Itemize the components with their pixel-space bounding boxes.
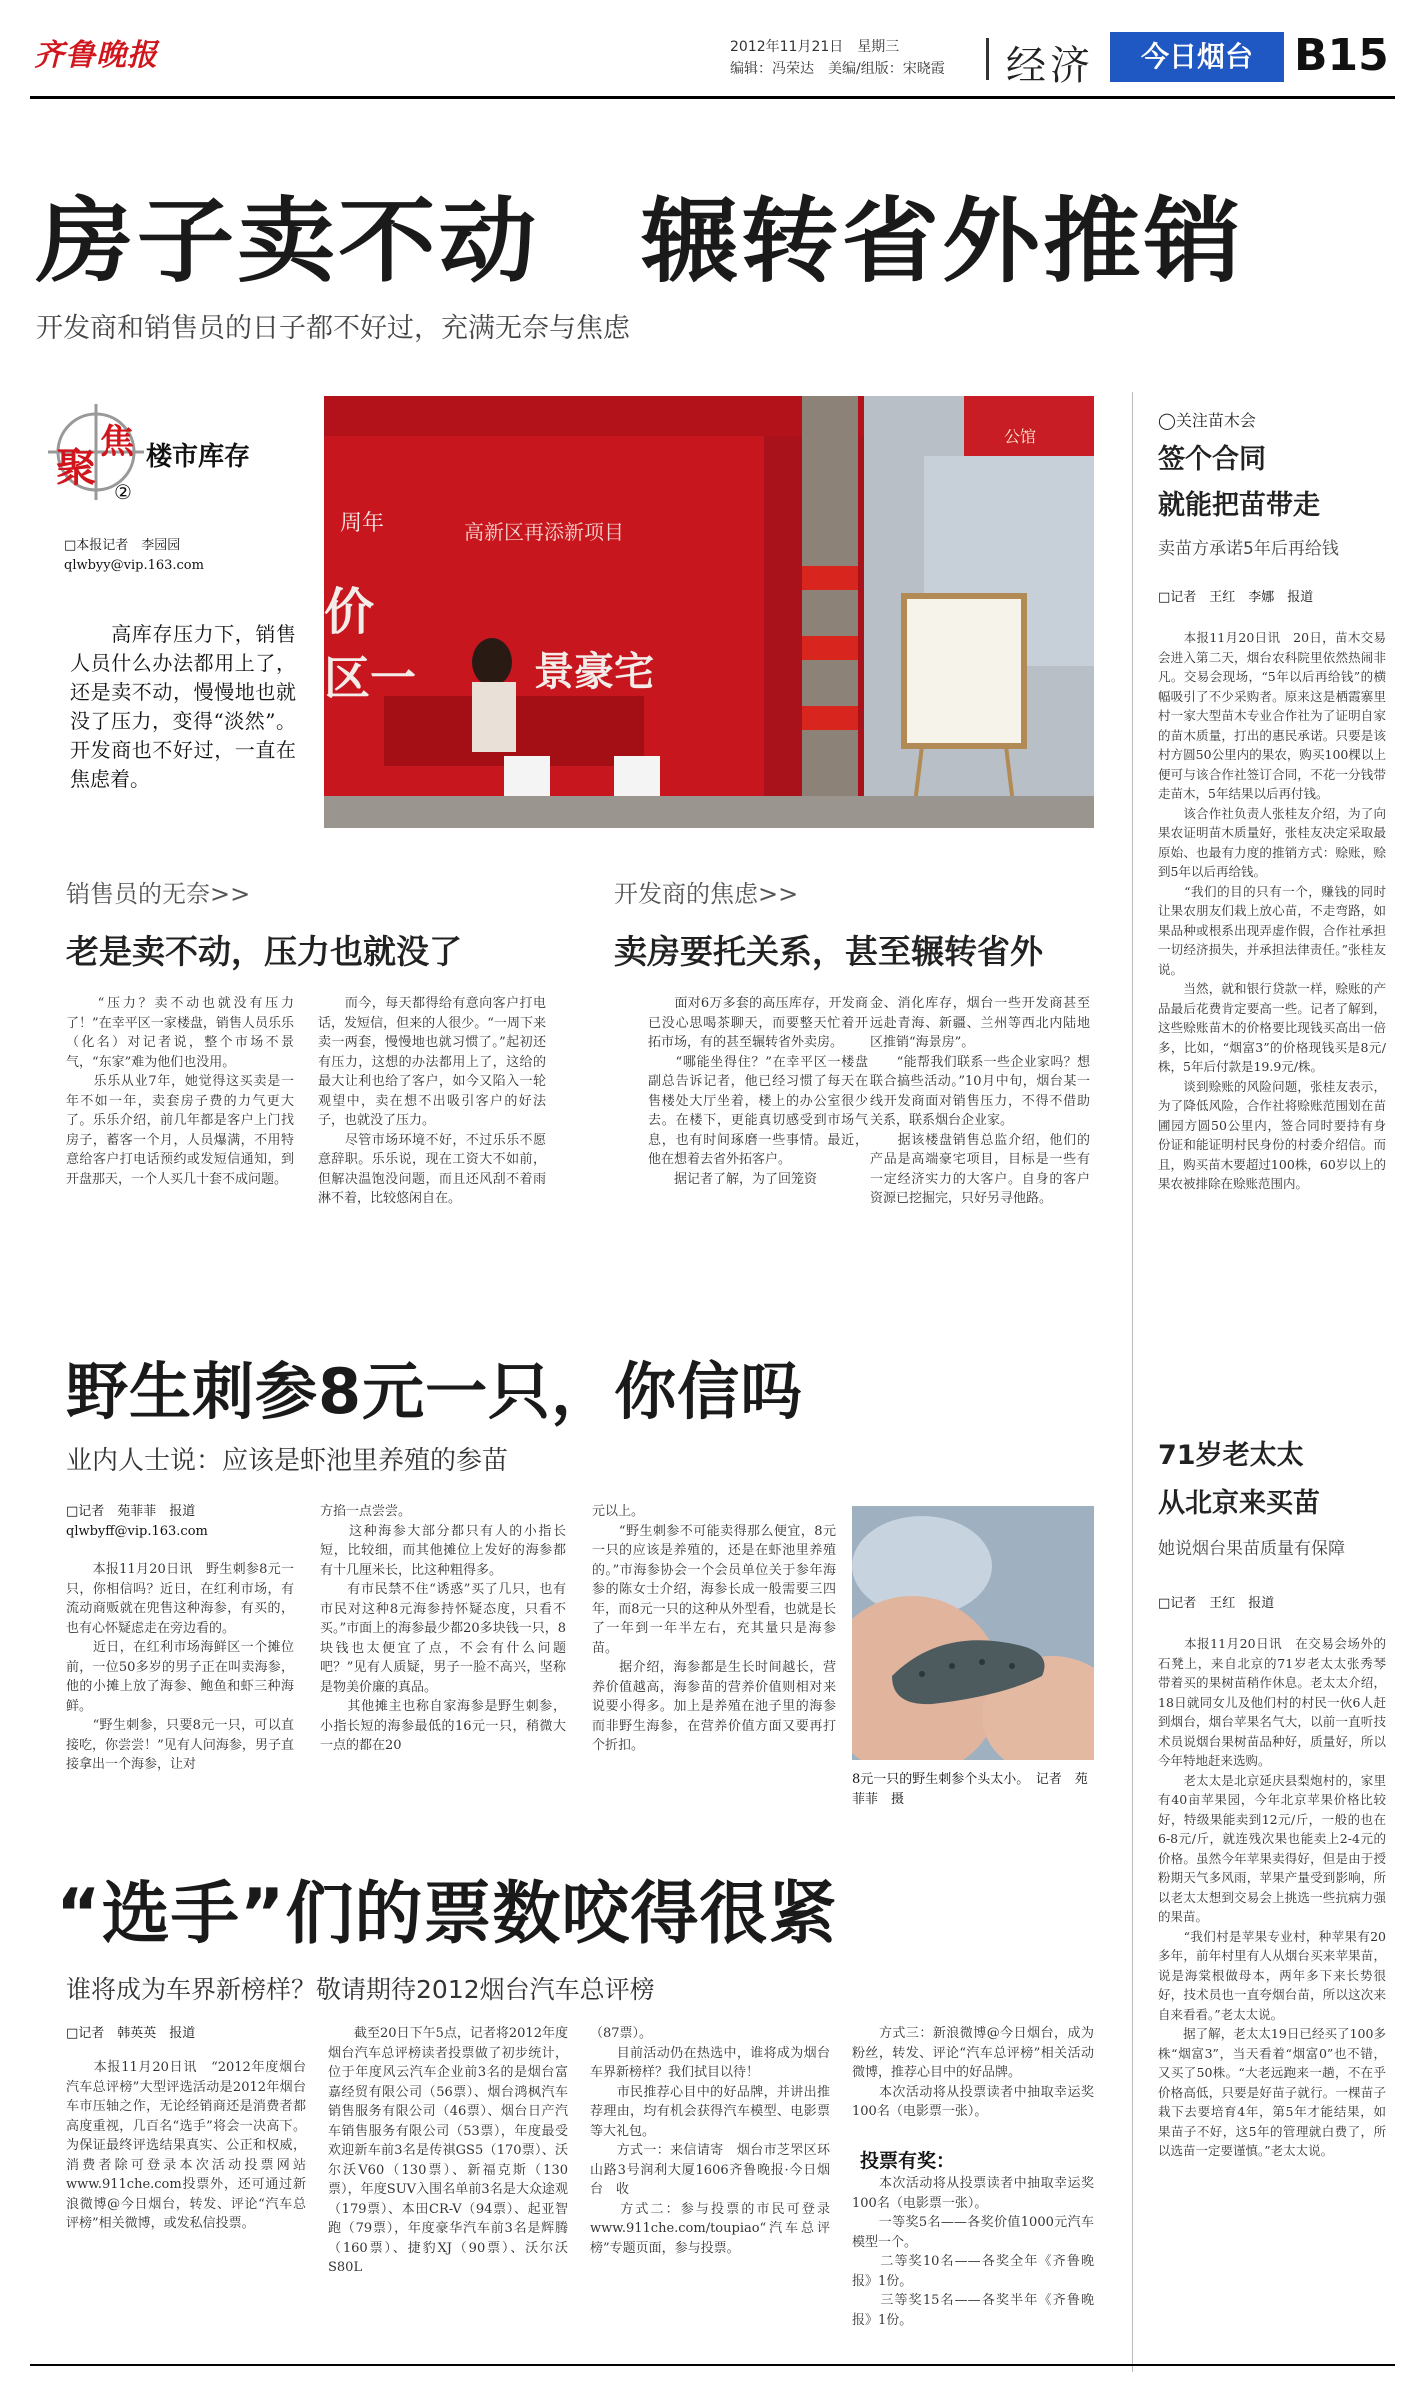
lead-byline-email: qlwbyy@vip.163.com <box>64 558 204 573</box>
sea-cucumber-illustration <box>852 1506 1094 1760</box>
photo-sign-project: 高新区再添新项目 <box>464 520 624 544</box>
masthead-logo: 齐鲁晚报 <box>34 38 158 73</box>
auto-column-2: 截至20日下午5点，记者将2012年度烟台汽车总评榜读者投票做了初步统计，位于年度风云汽车企业前3名的是烟台富嘉经贸有限公司（56票）、烟台鸿枫汽车销售服务有限公司（46票）、烟台日产汽车销售服务有限公司（53票），年度最受欢迎新车前3名是传祺GS5（170票）、沃尔沃V60（130票）、新福克斯（130票），年度SUV入围名单前3名是大众途观（179票）、本田CR-V（94票）、起亚智跑（79票），年度豪华汽车前3名是辉腾（160票）、捷豹XJ（90票）、沃尔沃S80L <box>328 2026 568 2275</box>
sidebar-story-1: 本报11月20日讯 20日，苗木交易会进入第二天，烟台农科院里依然热闹非凡。交易会现场，“5年以后再给钱”的横幅吸引了不少采购者。原来这是栖霞寨里村一家大型苗木专业合作社为了证明自家的苗木质量，打出的惠民承诺。只要是该村方圆50公里内的果农，购买100棵以上便可与该合作社签订合同，不花一分钱带走苗木，5年结果以后再付钱。 该合作社负责人张桂友介绍，为了向果农证明苗木质量好，张桂友决定采取最原始、也最有力度的推销方式：赊账，赊到5年以后再给钱。 “我们的目的只有一个，赚钱的同时让果农朋友们栽上放心苗，不走弯路，如果品种或根系出现弄虚作假，合作社承担一切经济损失，并承担法律责任。”张桂友说。 当然，就和银行贷款一样，赊账的产品最后花费肯定要高一些。记者了解到，这些赊账苗木的价格要比现钱买高出一倍多，比如，“烟富3”的价格现钱买是8元/株，5年后付款是19.9元/株。 谈到赊账的风险问题，张桂友表示，为了降低风险，合作社将赊账范围划在苗圃园方圆50公里内，签合同时要持有身份证和能证明村民身份的村委介绍信。而且，购买苗木要超过100株，60岁以上的果农被排除在赊账范围内。 <box>1158 630 1386 1191</box>
photo-sign-price: 价 <box>324 583 374 641</box>
column-logo-title: 楼市库存 <box>146 442 251 472</box>
photo-sign-area: 区一 <box>324 651 416 705</box>
masthead-editors: 编辑：冯荣达 美编/组版：宋晓霞 <box>730 61 945 77</box>
sidebar-headline2-line-2: 从北京来买苗 <box>1158 1488 1320 1519</box>
auto-subheadline: 谁将成为车界新榜样？敬请期待2012烟台汽车总评榜 <box>66 1975 655 2004</box>
lead-intro: 高库存压力下，销售人员什么办法都用上了，还是卖不动，慢慢地也就没了压力，变得“淡然”。开发商也不好过，一直在焦虑着。 <box>70 622 296 791</box>
photo-sign-mansion: 公馆 <box>1004 427 1037 446</box>
seacucumber-column-3: 元以上。 “野生刺参不可能卖得那么便宜，8元一只的应该是养殖的，还是在虾池里养殖的。”市海参协会一个会员单位关于参年海参的陈女士介绍，海参长成一般需要三四年，而8元一只的这种从外型看，也就是长了一年到一年半左右，充其量只是海参苗。 据介绍，海参都是生长时间越长，营养价值越高，海参苗的营养价值则相对来说要小得多。加上是养殖在池子里的海参而非野生海参，在营养价值方面又要再打个折扣。 <box>592 1504 836 1753</box>
masthead-page-number: B15 <box>1294 30 1389 81</box>
sidebar-kicker: ◯关注苗木会 <box>1158 411 1256 430</box>
column-logo-number: ② <box>114 480 132 504</box>
auto-prizes-heading: 投票有奖： <box>860 2150 956 2172</box>
section1-headline: 老是卖不动，压力也就没了 <box>66 932 462 971</box>
section2-kicker: 开发商的焦虑>> <box>614 880 799 908</box>
sales-booth-illustration <box>324 396 1094 828</box>
column-logo <box>36 400 306 520</box>
sidebar-subheadline-2: 她说烟台果苗质量有保障 <box>1158 1539 1345 1559</box>
column-logo-ju: 聚 <box>56 445 96 491</box>
sidebar-story-2: 本报11月20日讯 在交易会场外的石凳上，来自北京的71岁老太太张秀琴带着买的果树苗稍作休息。老太太介绍，18日就同女儿及他们村的村民一伙6人赶到烟台，烟台苹果名气大，以前一直听技术员说烟台果树苗品种好，质量好，所以今年特地赶来选购。 老太太是北京延庆县梨炮村的，家里有40亩苹果园，今年北京苹果价格比较好，特级果能卖到12元/斤，一般的也在6-8元/斤，就连残次果也能卖上2-4元的价格。虽然今年苹果卖得好，但是由于授粉期天气多风雨，苹果产量受到影响，所以老太太想到交易会上挑选一些抗病力强的果苗。 “我们村是苹果专业村，种苹果有20多年，前年村里有人从烟台买来苹果苗，说是海棠根做母本，两年多下来长势很好，技术员也一直夸烟台苗，所以这次来自来看看。”老太太说。 据了解，老太太19日已经买了100多株“烟富3”，当天看着“烟富0”也不错，又买了50株。“大老远跑来一趟，不在乎价格高低，只要是好苗子就行。一棵苗子栽下去要培育4年，第5年才能结果，如果苗子不好，这5年的管理就白费了，所以选苗一定要谨慎。”老太太说。 <box>1158 1636 1386 2158</box>
sidebar-subheadline: 卖苗方承诺5年后再给钱 <box>1158 539 1339 559</box>
column-logo-jiao: 焦 <box>100 422 134 462</box>
seacucumber-headline: 野生刺参8元一只，你信吗 <box>66 1355 804 1428</box>
section2-column-1: 面对6万多套的高压库存，开发商已没心思喝茶聊天，而要整天忙着开拓市场，有的甚至辗转省外卖房。 “哪能坐得住？”在幸平区一楼盘副总告诉记者，他已经习惯了每天在售楼处大厅坐着，楼上的办公室很少去。在楼下，更能真切感受到市场气息，也有时间琢磨一些事情。最近，他在想着去省外拓客户。 据记者了解，为了回笼资 <box>648 996 868 1187</box>
auto-byline: □记者 韩英英 报道 <box>66 2026 196 2041</box>
sidebar-headline2-line-1: 71岁老太太 <box>1158 1440 1304 1471</box>
lead-byline: □本报记者 李园园 <box>64 538 181 553</box>
footer-rule <box>30 2364 1395 2366</box>
photo-sign-anniversary: 周年 <box>340 511 385 536</box>
masthead-divider <box>986 38 989 80</box>
auto-prizes-list: 本次活动将从投票读者中抽取幸运奖100名（电影票一张）。 一等奖5名——各奖价值1000元汽车模型一个。 二等奖10名——各奖全年《齐鲁晚报》1份。 三等奖15名——各奖半年《齐鲁晚报》1份。 <box>852 2176 1094 2328</box>
seacucumber-column-1: 本报11月20日讯 野生刺参8元一只，你相信吗？近日，在红利市场，有流动商贩就在兜售这种海参，有买的，也有心怀疑虑走在旁边看的。 近日，在红利市场海鲜区一个摊位前，一位50多岁的男子正在叫卖海参，他的小摊上放了海参、鲍鱼和虾三种海鲜。 “野生刺参，只要8元一只，可以直接吃，你尝尝！”见有人问海参，男子直接拿出一个海参，让对 <box>66 1562 294 1772</box>
seacucumber-photo <box>852 1506 1094 1760</box>
lead-photo <box>324 396 1094 828</box>
photo-sign-house: 景豪宅 <box>534 649 654 695</box>
section1-column-2: 而今，每天都得给有意向客户打电话，发短信，但来的人很少。“一周下来卖一两套，慢慢地也就习惯了。”起初还有压力，这想的办法都用上了，这给的最大让利也给了客户，如今又陷入一轮观望中，卖在想不出吸引客户的好法子，也就没了压力。 尽管市场环境不好，不过乐乐不愿意辞职。乐乐说，现在工资大不如前，但解决温饱没问题，而且还风刮不着雨淋不着，比较悠闲自在。 <box>318 996 546 1206</box>
masthead-rule <box>30 96 1395 99</box>
masthead-section: 经济 <box>1006 43 1094 89</box>
auto-column-3: （87票）。 目前活动仍在热选中，谁将成为烟台车界新榜样？我们拭目以待！ 市民推荐心目中的好品牌，并讲出推荐理由，均有机会获得汽车模型、电影票等大礼包。 方式一：来信请寄 烟台市芝罘区环山路3号润利大厦1606齐鲁晚报·今日烟台 收 方式二：参与投票的市民可登录www.911che.com/toupiao“汽车总评榜”专题页面，参与投票。 <box>590 2026 830 2256</box>
lead-headline: 房子卖不动 辗转省外推销 <box>36 188 1245 295</box>
masthead-section-tag: 今日烟台 <box>1110 32 1284 82</box>
section2-column-2: 金、消化库存，烟台一些开发商甚至远赴青海、新疆、兰州等西北内陆地区推销“海景房”。 “能帮我们联系一些企业家吗？想联合搞些活动。”10月中旬，烟台某一线开发商面对销售压力，不得不借助关系，联系烟台企业家。 据该楼盘销售总监介绍，他们的产品是高端豪宅项目，目标是一些有一定经济实力的大客户。自身的客户资源已挖掘完，只好另寻他路。 <box>870 996 1090 1206</box>
seacucumber-column-2: 方掐一点尝尝。 这种海参大部分都只有人的小指长短，比较细，而其他摊位上发好的海参都有十几厘米长，比这种粗得多。 有市民禁不住“诱惑”买了几只，也有市民对这种8元海参持怀疑态度，只看不买。”市面上的海参最少都20多块钱一只，8块钱也太便宜了点，不会有什么问题吧？”见有人质疑，男子一脸不高兴，坚称是物美价廉的真品。 其他摊主也称自家海参是野生刺参，小指长短的海参最低的16元一只，稍微大一点的都在20 <box>320 1504 566 1753</box>
auto-column-1: 本报11月20日讯 “2012年度烟台汽车总评榜”大型评选活动是2012年烟台车市压轴之作，无论经销商还是消费者都高度重视，几百名“选手”将会一决高下。为保证最终评选结果真实、公正和权威，消费者除可登录本次活动投票网站www.911che.com投票外，还可通过新浪微博@今日烟台，转发、评论“汽车总评榜”相关微博，或发私信投票。 <box>66 2060 306 2231</box>
seacucumber-byline-email: qlwbyff@vip.163.com <box>66 1524 208 1539</box>
masthead-date: 2012年11月21日 星期三 <box>730 39 900 55</box>
section1-kicker: 销售员的无奈>> <box>66 880 251 908</box>
sidebar-byline-2: □记者 王红 报道 <box>1158 1596 1275 1611</box>
seacucumber-caption: 8元一只的野生刺参个头太小。 记者 苑菲菲 摄 <box>852 1772 1088 1807</box>
section2-headline: 卖房要托关系，甚至辗转省外 <box>614 932 1043 971</box>
auto-headline: “选手”们的票数咬得很紧 <box>56 1875 838 1954</box>
seacucumber-subheadline: 业内人士说：应该是虾池里养殖的参苗 <box>66 1446 509 1476</box>
lead-subheadline: 开发商和销售员的日子都不好过，充满无奈与焦虑 <box>36 313 630 344</box>
sidebar-headline-line-1: 签个合同 <box>1158 444 1266 475</box>
sidebar-byline: □记者 王红 李娜 报道 <box>1158 590 1314 605</box>
seacucumber-byline: □记者 苑菲菲 报道 <box>66 1504 196 1519</box>
sidebar-headline-line-2: 就能把苗带走 <box>1158 490 1320 521</box>
sidebar-divider <box>1132 392 1133 2372</box>
auto-column-4: 方式三：新浪微博@今日烟台，成为粉丝，转发、评论“汽车总评榜”相关活动微博，推荐心目中的好品牌。 本次活动将从投票读者中抽取幸运奖100名（电影票一张）。 <box>852 2026 1094 2119</box>
section1-column-1: “压力？卖不动也就没有压力了！”在幸平区一家楼盘，销售人员乐乐（化名）对记者说，整个市场不景气，“东家”难为他们也没用。 乐乐从业7年，她觉得这买卖是一年不如一年，卖套房子费的力气更大了。乐乐介绍，前几年都是客户上门找房子，蓄客一个月，人员爆满，不用特意给客户打电话预约或发短信通知，到开盘那天，一个人买几十套不成问题。 <box>66 996 294 1187</box>
